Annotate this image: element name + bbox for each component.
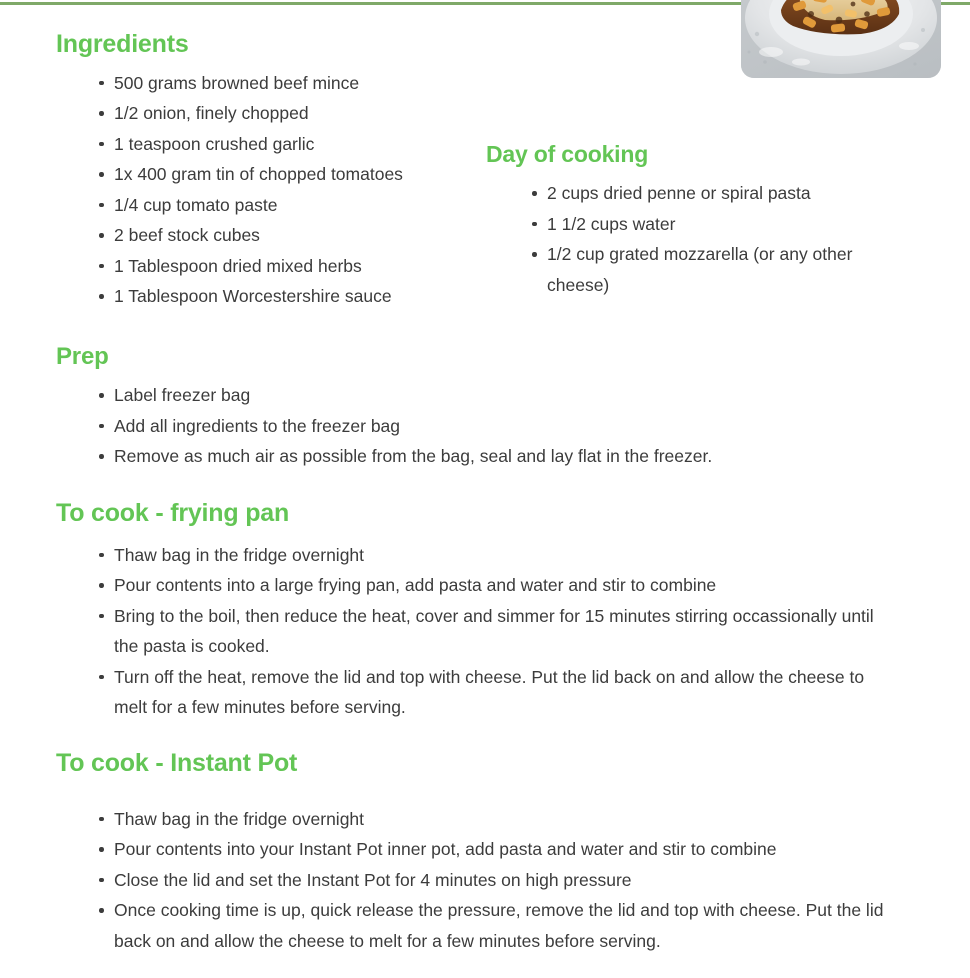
heading-to-cook-instant-pot: To cook - Instant Pot	[56, 749, 298, 777]
list-item: Bring to the boil, then reduce the heat, cover and simmer for 15 minutes stirring occassionally until the pasta is cooked.	[98, 601, 886, 662]
list-item: Pour contents into a large frying pan, add pasta and water and stir to combine	[98, 570, 886, 601]
prep-list	[98, 380, 856, 472]
heading-prep: Prep	[56, 343, 109, 370]
heading-day-of-cooking: Day of cooking	[486, 141, 649, 167]
list-item: 1/2 cup grated mozzarella (or any other cheese)	[531, 239, 886, 300]
list-item: Once cooking time is up, quick release the pressure, remove the lid and top with cheese. Put the lid back on and allow the cheese to melt for a few minutes before serving.	[98, 895, 886, 956]
list-item: 1 Tablespoon dried mixed herbs	[98, 251, 486, 282]
section-to-cook-frying-pan	[56, 500, 886, 723]
list-item: 2 cups dried penne or spiral pasta	[531, 178, 886, 209]
list-item: Remove as much air as possible from the bag, seal and lay flat in the freezer.	[98, 441, 856, 472]
list-item: Pour contents into your Instant Pot inner pot, add pasta and water and stir to combine	[98, 834, 886, 865]
to-cook-frying-pan-list	[98, 540, 886, 723]
list-item: Add all ingredients to the freezer bag	[98, 411, 856, 442]
list-item: 1 teaspoon crushed garlic	[98, 129, 486, 160]
section-to-cook-instant-pot	[56, 750, 886, 956]
heading-ingredients: Ingredients	[56, 30, 189, 58]
heading-to-cook-frying-pan: To cook - frying pan	[56, 499, 290, 527]
section-day-of-cooking	[486, 142, 886, 300]
list-item: Thaw bag in the fridge overnight	[98, 540, 886, 571]
list-item: Thaw bag in the fridge overnight	[98, 804, 886, 835]
list-item: 1 1/2 cups water	[531, 209, 886, 240]
list-item: Close the lid and set the Instant Pot for 4 minutes on high pressure	[98, 865, 886, 896]
list-item: 500 grams browned beef mince	[98, 68, 486, 99]
list-item: 1x 400 gram tin of chopped tomatoes	[98, 159, 486, 190]
day-of-cooking-list	[531, 178, 886, 300]
section-prep	[56, 344, 856, 472]
ingredients-list	[98, 68, 486, 312]
to-cook-instant-pot-list	[98, 804, 886, 957]
list-item: 2 beef stock cubes	[98, 220, 486, 251]
list-item: 1/2 onion, finely chopped	[98, 98, 486, 129]
list-item: Turn off the heat, remove the lid and top with cheese. Put the lid back on and allow the cheese to melt for a few minutes before serving.	[98, 662, 886, 723]
list-item: 1/4 cup tomato paste	[98, 190, 486, 221]
section-ingredients	[56, 31, 486, 312]
list-item: Label freezer bag	[98, 380, 856, 411]
list-item: 1 Tablespoon Worcestershire sauce	[98, 281, 486, 312]
